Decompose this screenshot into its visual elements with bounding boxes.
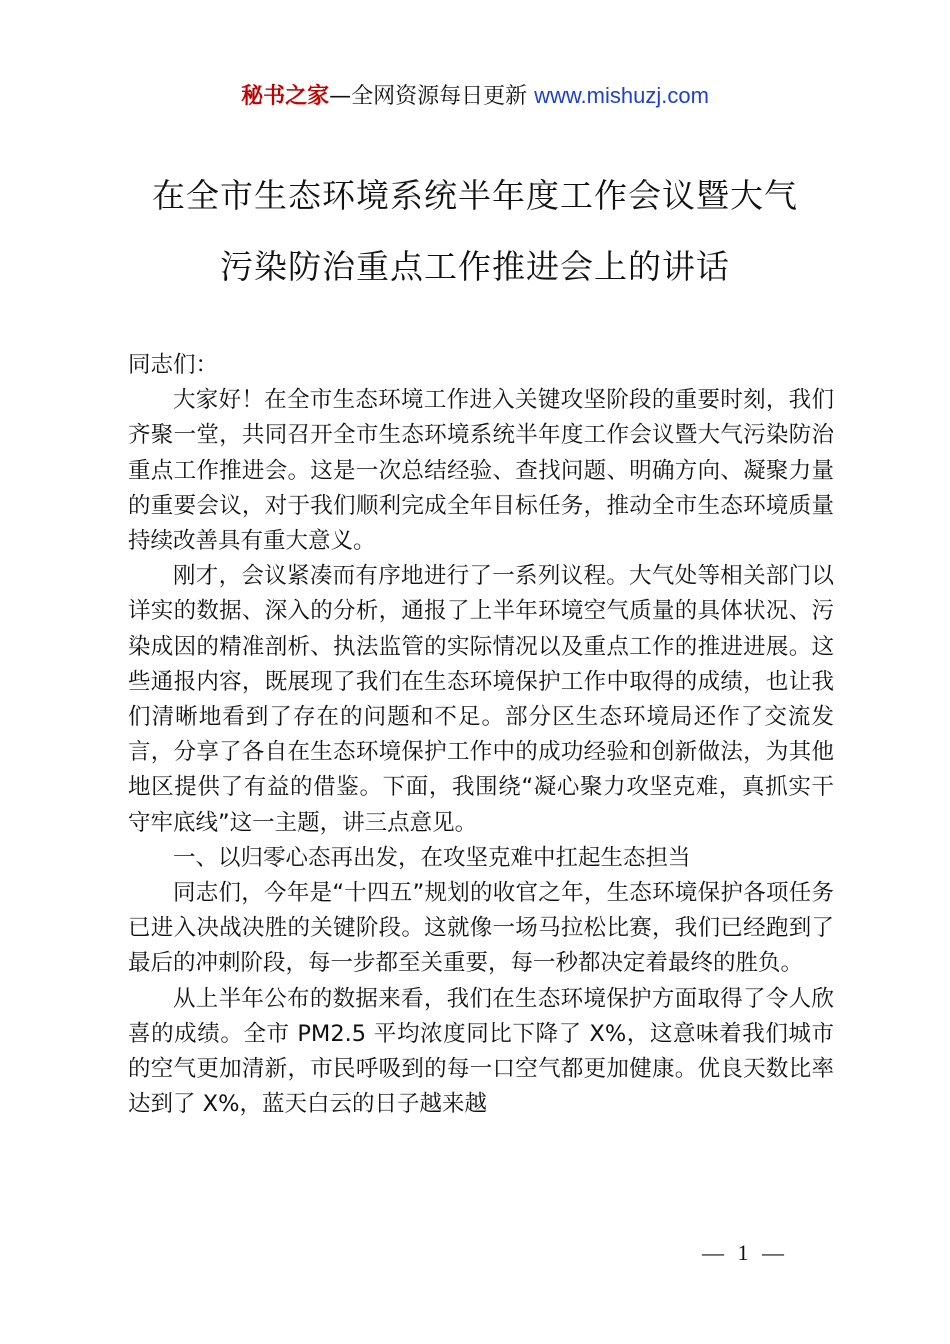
paragraph-2: 刚才，会议紧凑而有序地进行了一系列议程。大气处等相关部门以详实的数据、深入的分析，通报了上半年环境空气质量的具体状况、污染成因的精准剖析、执法监管的实际情况以及重点工作的推进进展。这些通报内容，既展现了我们在生态环境保护工作中取得的成绩，也让我们清晰地看到了存在的问题和不足。部分区生态环境局还作了交流发言，分享了各自在生态环境保护工作中的成功经验和创新做法，为其他地区提供了有益的借鉴。下面，我围绕“凝心聚力攻坚克难，真抓实干守牢底线”这一主题，讲三点意见。 [128, 563, 834, 836]
paragraph-1: 大家好！在全市生态环境工作进入关键攻坚阶段的重要时刻，我们齐聚一堂，共同召开全市生态环境系统半年度工作会议暨大气污染防治重点工作推进会。这是一次总结经验、查找问题、明确方向、凝聚力量的重要会议，对于我们顺利完成全年目标任务，推动全市生态环境质量持续改善具有重大意义。 [128, 387, 834, 555]
document-title [60, 160, 890, 302]
section-heading-1: 一、以归零心态再出发，在攻坚克难中扛起生态担当 [173, 844, 691, 871]
document-body [128, 348, 834, 1122]
greeting: 同志们： [128, 352, 219, 378]
site-brand: 秘书之家 [241, 84, 330, 109]
site-url[interactable]: www.mishuzj.com [534, 83, 709, 108]
title-line-1: 在全市生态环境系统半年度工作会议暨大气 [152, 176, 798, 215]
site-banner [0, 80, 950, 113]
site-tagline: —全网资源每日更新 [329, 84, 528, 109]
paragraph-3: 同志们，今年是“十四五”规划的收官之年，生态环境保护各项任务已进入决战决胜的关键阶段。这就像一场马拉松比赛，我们已经跑到了最后的冲刺阶段，每一步都至关重要，每一秒都决定着最终的胜负。 [128, 880, 834, 977]
page-number: — 1 — [702, 1240, 788, 1265]
title-line-2: 污染防治重点工作推进会上的讲话 [220, 247, 730, 286]
paragraph-4: 从上半年公布的数据来看，我们在生态环境保护方面取得了令人欣喜的成绩。全市 PM2.5 平均浓度同比下降了 X%，这意味着我们城市的空气更加清新，市民呼吸到的每一口空气都更加健康。优良天数比率达到了 X%，蓝天白云的日子越来越 [128, 985, 834, 1118]
